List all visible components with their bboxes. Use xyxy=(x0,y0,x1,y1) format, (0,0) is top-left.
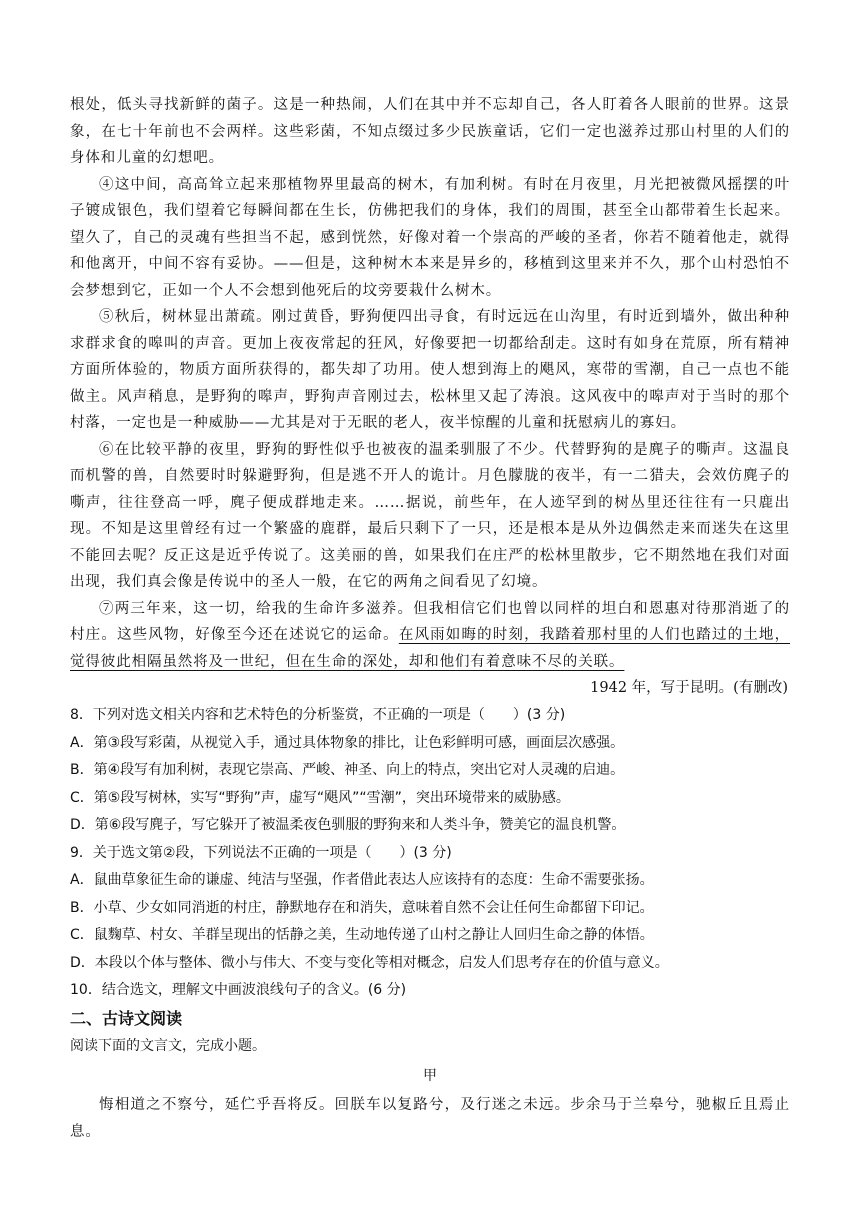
paragraph-7-text: ⑦两三年来，这一切，给我的生命许多滋养。但我相信它们也曾以同样的坦白和恩惠对待那消逝了的村庄。这些风物，好像至今还在述说它的运命。 xyxy=(70,600,790,643)
section-2-heading: 二、古诗文阅读 xyxy=(70,1008,183,1028)
q9-option-a: A．鼠曲草象征生命的谦虚、纯洁与坚强，作者借此表达人应该持有的态度：生命不需要张扬。 xyxy=(70,872,654,888)
q9-option-d: D．本段以个体与整体、微小与伟大、不变与变化等相对概念，启发人们思考存在的价值与意义。 xyxy=(70,954,669,971)
question-10: 10．结合选文，理解文中画波浪线句子的含义。(6 分) xyxy=(70,982,407,998)
paragraph-3-continued: 根处，低头寻找新鲜的菌子。这是一种热闹，人们在其中并不忘却自己，各人盯着各人眼前的世界。这景象，在七十年前也不会两样。这些彩菌，不知点缀过多少民族童话，它们一定也滋养过那山村里的人们的身体和儿童的幻想吧。 xyxy=(70,97,790,166)
q8-option-a: A．第③段写彩菌，从视觉入手，通过具体物象的排比，让色彩鲜明可感，画面层次感强。 xyxy=(70,734,625,751)
q9-option-b: B．小草、少女如同消逝的村庄，静默地存在和消失，意味着自然不会让任何生命都留下印记。 xyxy=(70,899,654,916)
question-9: 9．关于选文第②段，下列说法不正确的一项是（ ）(3 分) xyxy=(70,844,452,861)
paragraph-4: ④这中间，高高耸立起来那植物界里最高的树木，有加利树。有时在月夜里，月光把被微风摇摆的叶子镀成银色，我们望着它每瞬间都在生长，仿佛把我们的身体，我们的周围，甚至全山都带着生长起来。望久了，自己的灵魂有些担当不起，感到恍然，好像对着一个崇高的严峻的圣者，你若不随着他走，就得和他离开，中间不容有妥协。——但是，这种树木本来是异乡的，移植到这里来并不久，那个山村恐怕不会梦想到它，正如一个人不会想到他死后的坟旁要栽什么树木。 xyxy=(70,176,790,299)
text-jia-label: 甲 xyxy=(423,1068,437,1084)
question-8: 8．下列对选文相关内容和艺术特色的分析鉴赏，不正确的一项是（ ）(3 分) xyxy=(70,707,566,723)
q8-option-d: D．第⑥段写麂子，写它躲开了被温柔夜色驯服的野狗来和人类斗争，赞美它的温良机警。 xyxy=(70,817,626,833)
paragraph-6: ⑥在比较平静的夜里，野狗的野性似乎也被夜的温柔驯服了不少。代替野狗的是麂子的嘶声。这温良而机警的兽，自然要时时躲避野狗，但是逃不开人的诡计。月色朦胧的夜半，有一二猎夫，会效仿麂子的嘶声，往往登高一呼，麂子便成群地走来。……据说，前些年，在人迹罕到的树丛里还往往有一只鹿出现。不知是这里曾经有过一个繁盛的鹿群，最后只剩下了一只，还是根本是从外边偶然走来而迷失在这里不能回去呢？反正这是近乎传说了。这美丽的兽，如果我们在庄严的松林里散步，它不期然地在我们对面出现，我们真会像是传说中的圣人一般，在它的两角之间看见了幻境。 xyxy=(70,441,790,590)
q8-option-c: C．第⑤段写树林，实写“野狗”声，虚写“飓风”“雪潮”，突出环境带来的威胁感。 xyxy=(70,789,570,806)
classical-text-jia: 悔相道之不察兮，延伫乎吾将反。回朕车以复路兮，及行迷之未远。步余马于兰皋兮，驰椒丘且焉止息。 xyxy=(70,1097,790,1140)
q8-option-b: B．第④段写有加利树，表现它崇高、严峻、神圣、向上的特点，突出它对人灵魂的启迪。 xyxy=(70,762,625,778)
signature-line: 1942 年，写于昆明。(有删改) xyxy=(590,680,788,696)
paragraph-7 xyxy=(70,596,790,676)
exam-page xyxy=(70,92,790,1145)
q9-option-c: C．鼠麴草、村女、羊群呈现出的恬静之美，生动地传递了山村之静让人回归生命之静的体悟。 xyxy=(70,927,654,943)
wavy-underlined-sentence: 在风雨如晦的时刻，我踏着那村里的人们也踏过的土地，觉得彼此相隔虽然将及一世纪，但在生命的深处，却和他们有着意味不尽的关联。 xyxy=(70,627,790,670)
paragraph-5: ⑤秋后，树林显出萧疏。刚过黄昏，野狗便四出寻食，有时远远在山沟里，有时近到墙外，做出种种求群求食的嗥叫的声音。更加上夜夜常起的狂风，好像要把一切都给刮走。这时有如身在荒原，所有精神方面所体验的，物质方面所获得的，都失却了功用。使人想到海上的飓风，寒带的雪潮，自己一点也不能做主。风声稍息，是野狗的嗥声，野狗声音刚过去，松林里又起了涛浪。这风夜中的嗥声对于当时的那个村落，一定也是一种威胁——尤其是对于无眠的老人，夜半惊醒的儿童和抚慰病儿的寡妇。 xyxy=(70,309,790,431)
section-2-instruction: 阅读下面的文言文，完成小题。 xyxy=(70,1037,266,1054)
questions-block xyxy=(70,702,790,1005)
